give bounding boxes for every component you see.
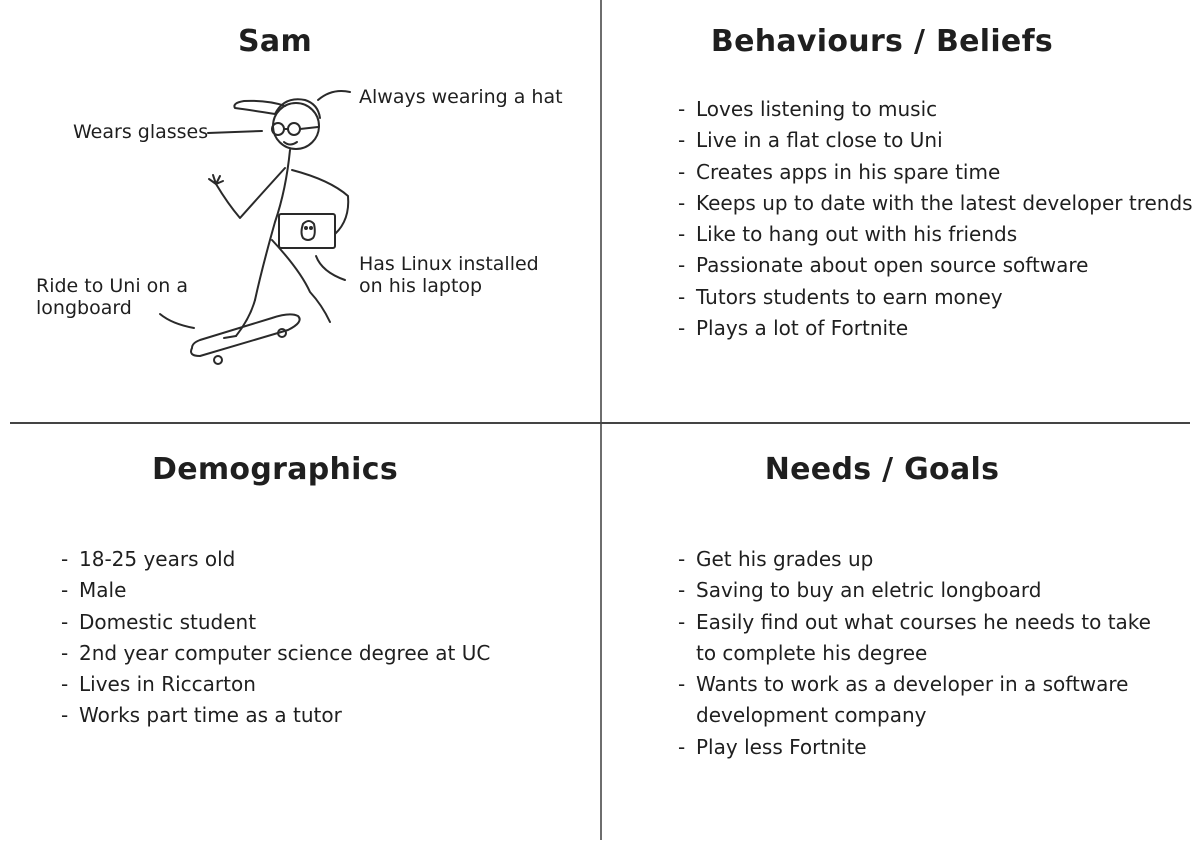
list-item: - Saving to buy an eletric longboard: [678, 575, 1151, 606]
list-item: - 2nd year computer science degree at UC: [61, 638, 490, 669]
horizontal-divider: [10, 422, 1190, 424]
persona-title: Sam: [237, 24, 313, 59]
list-item-continuation: development company: [696, 703, 927, 728]
list-item: - Domestic student: [61, 607, 490, 638]
linux-connector: [316, 256, 345, 280]
list-item: - Male: [61, 575, 490, 606]
demographics-list: [61, 544, 490, 732]
stick-figure-illustration: [0, 0, 600, 420]
longboard-wheel-back: [214, 356, 222, 364]
annotation-hat: Always wearing a hat: [359, 86, 563, 108]
behaviours-title: Behaviours / Beliefs: [710, 24, 1054, 59]
figure-leg-right: [272, 240, 330, 322]
list-item: - Plays a lot of Fortnite: [678, 313, 1193, 344]
list-item: - Lives in Riccarton: [61, 669, 490, 700]
list-item: - 18-25 years old: [61, 544, 490, 575]
list-item: - Easily find out what courses he needs to take: [678, 607, 1151, 638]
demographics-title: Demographics: [152, 452, 398, 487]
annotation-longboard-line1: Ride to Uni on a: [36, 275, 188, 297]
longboard-connector: [160, 314, 194, 328]
list-item: - Get his grades up: [678, 544, 1151, 575]
list-item: - Play less Fortnite: [678, 732, 1151, 763]
list-item-continuation: to complete his degree: [696, 640, 928, 665]
figure-torso: [255, 150, 290, 300]
list-item: - Tutors students to earn money: [678, 282, 1193, 313]
needs-list: [678, 544, 1151, 763]
list-item: - Creates apps in his spare time: [678, 157, 1193, 188]
glasses-right: [288, 123, 300, 135]
list-item: - Live in a flat close to Uni: [678, 125, 1193, 156]
list-item: - Passionate about open source software: [678, 250, 1193, 281]
vertical-divider: [600, 0, 602, 840]
list-item: - Wants to work as a developer in a software: [678, 669, 1151, 700]
glasses-connector: [208, 131, 262, 133]
annotation-linux-line2: on his laptop: [359, 275, 483, 297]
list-item: - Works part time as a tutor: [61, 700, 490, 731]
figure-arm-right: [292, 170, 348, 234]
needs-title: Needs / Goals: [764, 452, 1000, 487]
hat-connector: [318, 91, 350, 100]
annotation-glasses: Wears glasses: [73, 121, 209, 143]
figure-hand: [209, 175, 223, 184]
annotation-longboard-line2: longboard: [36, 297, 132, 319]
figure-arm-left: [216, 168, 285, 218]
linux-penguin: [302, 221, 315, 240]
behaviours-list: [678, 94, 1193, 344]
list-item: - Like to hang out with his friends: [678, 219, 1193, 250]
list-item: - Loves listening to music: [678, 94, 1193, 125]
annotation-linux-line1: Has Linux installed: [359, 253, 539, 275]
laptop: [279, 214, 335, 248]
list-item: - Keeps up to date with the latest developer trends: [678, 188, 1193, 219]
figure-leg-left: [236, 300, 255, 336]
